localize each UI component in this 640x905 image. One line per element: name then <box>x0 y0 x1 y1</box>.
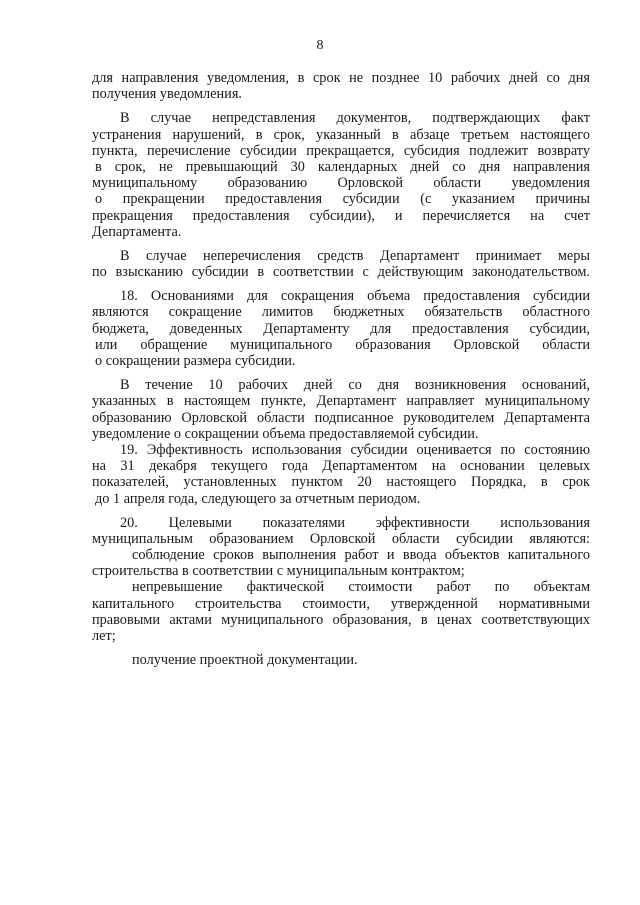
text-line: получение проектной документации. <box>132 652 358 669</box>
text-line: правовыми актами муниципального образования, в ценах соответствующих <box>92 611 590 628</box>
text-line: В течение 10 рабочих дней со дня возникновения оснований, <box>120 377 590 394</box>
text-line: 19. Эффективность использования субсидии оценивается по состоянию <box>120 441 590 458</box>
text-line: В случае непредставления документов, подтверждающих факт <box>120 110 590 127</box>
text-line: или обращение муниципального образования Орловской области <box>95 336 590 353</box>
text-line: уведомление о сокращении объема предоставляемой субсидии. <box>92 425 479 442</box>
text-line: образованию Орловской области подписанное руководителем Департамента <box>92 409 590 426</box>
text-line: о прекращении предоставления субсидии (с указанием причины <box>95 191 590 208</box>
text-line: бюджета, доведенных Департаменту для предоставления субсидии, <box>92 320 590 337</box>
text-line: капитального строительства стоимости, утвержденной нормативными <box>92 595 590 612</box>
text-line: муниципальным образованием Орловской области субсидии являются: <box>92 530 590 547</box>
text-line: прекращения предоставления субсидии), и перечисляется на счет <box>92 207 590 224</box>
text-line: на 31 декабря текущего года Департаментом на основании целевых <box>92 458 590 475</box>
text-line: лет; <box>92 628 116 644</box>
text-line: соблюдение сроков выполнения работ и ввода объектов капитального <box>132 547 590 564</box>
text-line: муниципальному образованию Орловской области уведомления <box>92 175 590 192</box>
page-number: 8 <box>316 38 324 53</box>
text-line: 20. Целевыми показателями эффективности использования <box>120 514 590 531</box>
text-line: непревышение фактической стоимости работ по объектам <box>132 579 590 596</box>
text-line: для направления уведомления, в срок не позднее 10 рабочих дней со дня <box>92 70 590 86</box>
text-line: показателей, установленных пунктом 20 настоящего Порядка, в срок <box>92 474 590 491</box>
text-line: устранения нарушений, в срок, указанный в абзаце третьем настоящего <box>92 126 590 143</box>
text-line: указанных в настоящем пункте, Департамент направляет муниципальному <box>92 393 590 410</box>
text-line: получения уведомления. <box>92 86 242 103</box>
text-line: в срок, не превышающий 30 календарных дней со дня направления <box>95 158 590 175</box>
text-line: Департамента. <box>92 223 182 240</box>
text-line: до 1 апреля года, следующего за отчетным периодом. <box>95 490 421 507</box>
text-line: пункта, перечисление субсидии прекращается, субсидия подлежит возврату <box>92 142 590 159</box>
text-line: являются сокращение лимитов бюджетных обязательств областного <box>92 304 590 321</box>
text-line: 18. Основаниями для сокращения объема предоставления субсидии <box>120 288 590 305</box>
text-line: о сокращении размера субсидии. <box>95 353 296 369</box>
text-line: строительства в соответствии с муниципальным контрактом; <box>92 563 465 580</box>
text-line: по взысканию субсидии в соответствии с действующим законодательством. <box>92 264 590 281</box>
document-body <box>92 70 590 668</box>
text-line: В случае неперечисления средств Департамент принимает меры <box>120 247 590 264</box>
